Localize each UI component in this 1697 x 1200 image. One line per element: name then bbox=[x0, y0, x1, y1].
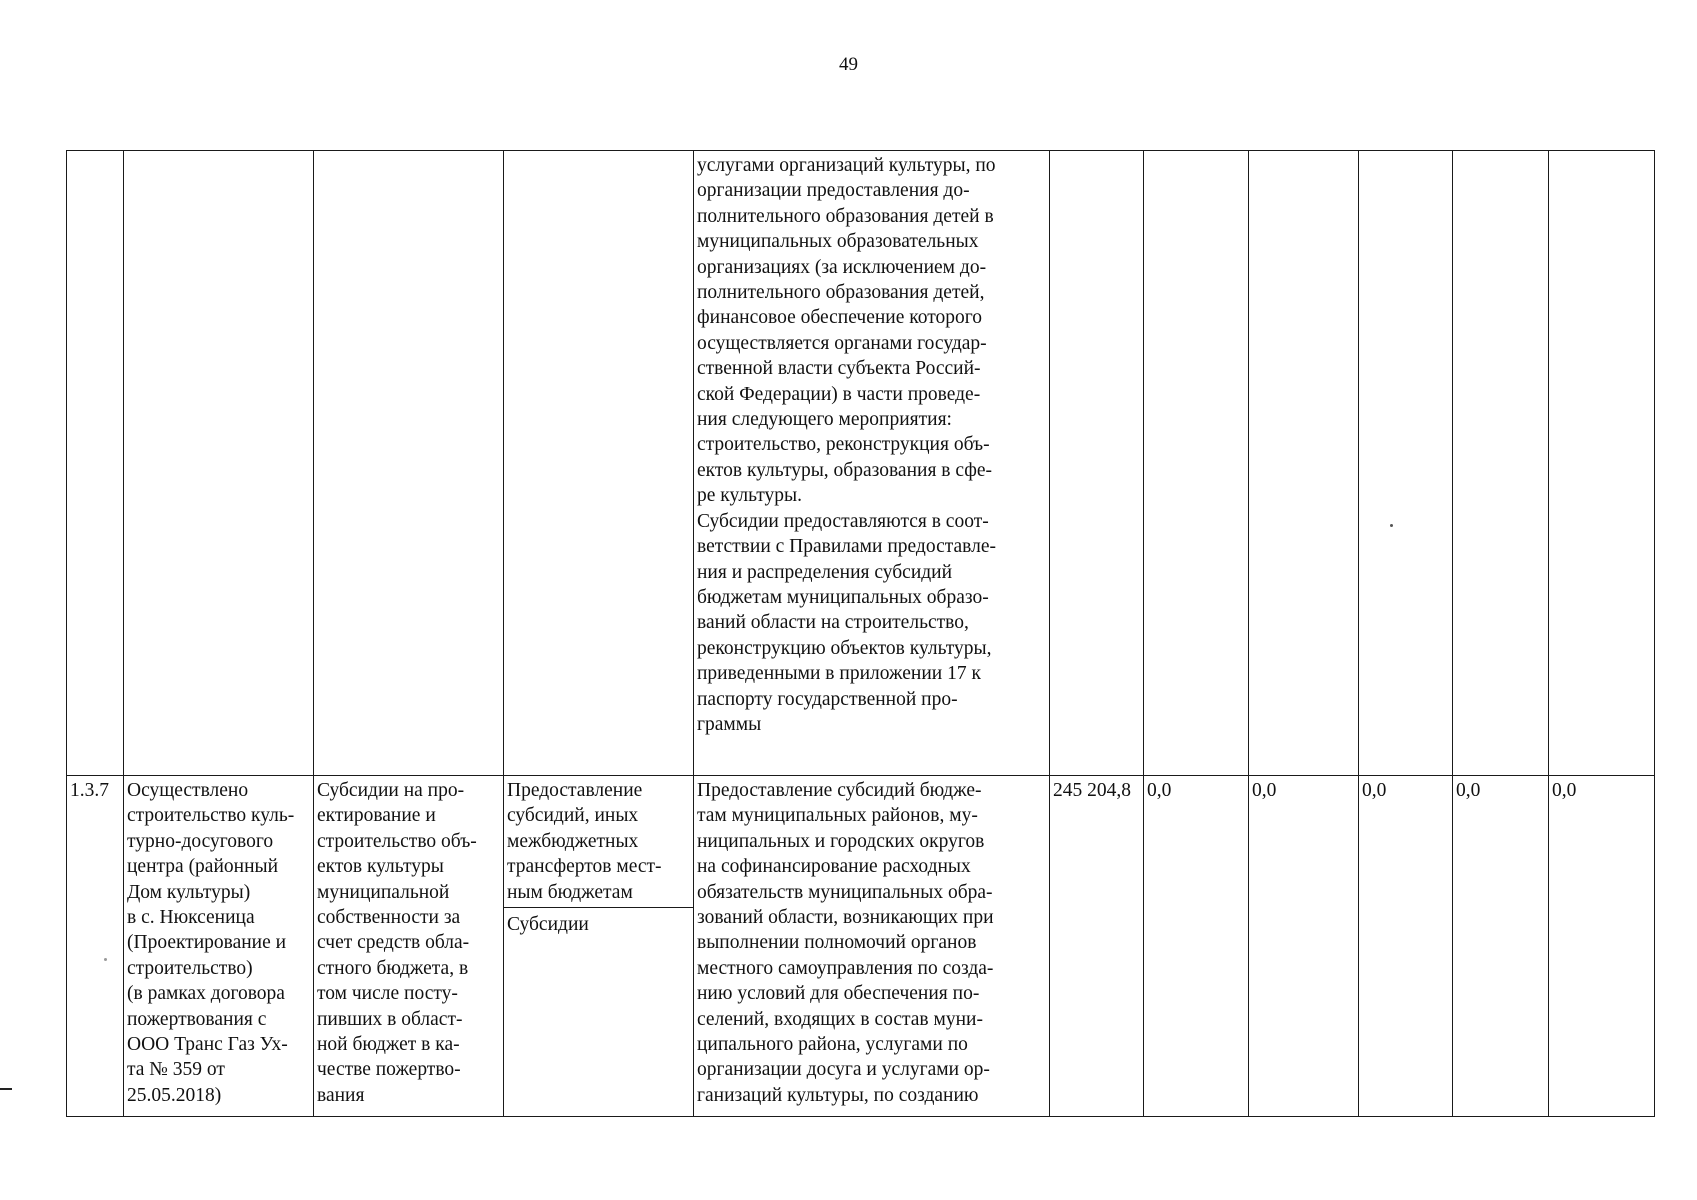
cell-value-empty bbox=[1359, 151, 1453, 776]
cell-value: 0,0 bbox=[1453, 776, 1549, 1117]
page-number: 49 bbox=[839, 54, 858, 75]
mechanism-type: Субсидии bbox=[507, 914, 589, 936]
cell-mechanism-empty bbox=[504, 151, 694, 776]
cell-description: Предоставление субсидий бюдже- там муниципальных районов, му- ниципальных и городских округов на софинансирование расходных обязательств муниципальных обра- зований области, возникающих при выполнении полномочий органов местного самоуправления по созда- нию условий для обеспечения по- селений, входящих в состав муни- ципального района, услугами по организации досуга и услугами ор- ганизаций культуры, по созданию bbox=[694, 776, 1050, 1117]
cell-number-empty bbox=[67, 151, 124, 776]
cell-result: Осуществлено строительство куль- турно-досугового центра (районный Дом культуры) в с. Нюксеница (Проектирование и строительство) (в рамках договора пожертвования с ООО Транс Газ Ух- та № 359 от 25.05.2018) bbox=[124, 776, 314, 1117]
cell-value-empty bbox=[1549, 151, 1655, 776]
cell-mechanism bbox=[504, 776, 694, 1117]
cell-description-continued: услугами организаций культуры, по организации предоставления до- полнительного образования детей в муниципальных образовательных организациях (за исключением до- полнительного образования детей, финансовое обеспечение которого осуществляется органами государ- ственной власти субъекта Россий- ской Федерации) в части проведе- ния следующего мероприятия: строительство, реконструкция объ- ектов культуры, образования в сфе- ре культуры. Субсидии предоставляются в соот- ветствии с Правилами предоставле- ния и распределения субсидий бюджетам муниципальных образо- ваний области на строительство, реконструкцию объектов культуры, приведенными в приложении 17 к паспорту государственной про- граммы bbox=[694, 151, 1050, 776]
scan-speck bbox=[104, 958, 107, 961]
cell-value: 0,0 bbox=[1549, 776, 1655, 1117]
program-activities-table bbox=[66, 150, 1655, 1117]
table-row-1-3-7 bbox=[67, 776, 1655, 1117]
cell-value-total: 245 204,8 bbox=[1050, 776, 1144, 1117]
cell-value: 0,0 bbox=[1359, 776, 1453, 1117]
scan-dash-mark bbox=[1390, 524, 1393, 527]
cell-row-number: 1.3.7 bbox=[67, 776, 124, 1117]
mechanism-text: Предоставление субсидий, иных межбюджетных трансфертов мест- ным бюджетам bbox=[504, 778, 693, 908]
cell-value-empty bbox=[1453, 151, 1549, 776]
cell-value-empty bbox=[1050, 151, 1144, 776]
cell-value-empty bbox=[1249, 151, 1359, 776]
margin-tick bbox=[0, 1088, 12, 1090]
cell-value: 0,0 bbox=[1144, 776, 1249, 1117]
cell-result-empty bbox=[124, 151, 314, 776]
cell-subsidy-empty bbox=[314, 151, 504, 776]
table-row-continued bbox=[67, 151, 1655, 776]
cell-value-empty bbox=[1144, 151, 1249, 776]
cell-value: 0,0 bbox=[1249, 776, 1359, 1117]
cell-subsidy: Субсидии на про- ектирование и строительство объ- ектов культуры муниципальной собственности за счет средств обла- стного бюджета, в том числе посту- пивших в област- ной бюджет в ка- честве пожертво- вания bbox=[314, 776, 504, 1117]
